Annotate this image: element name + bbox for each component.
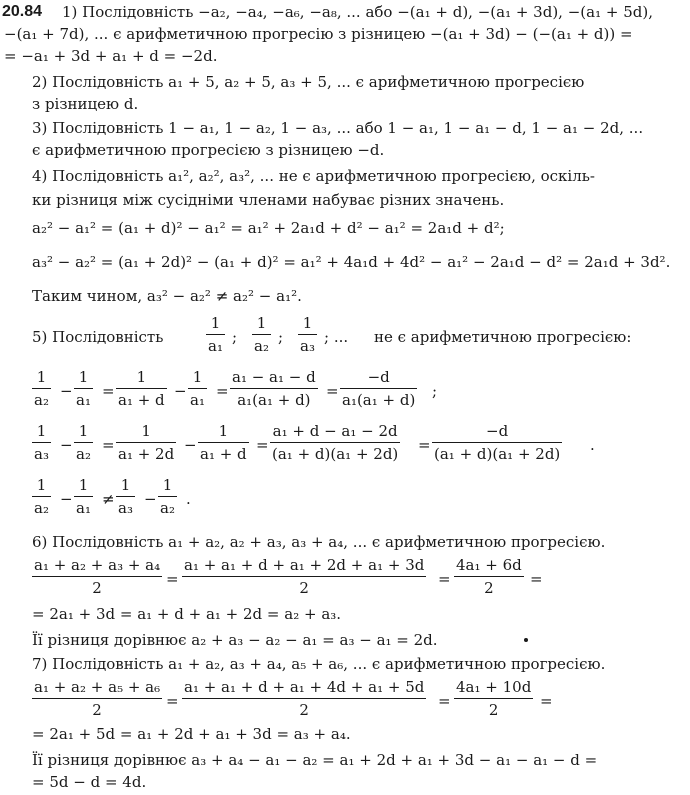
operator: = [438,692,451,710]
fraction: 1 a₁ + d [200,422,247,463]
operator: = [216,382,229,400]
operator: − [184,436,197,454]
equation-line: a₃² − a₂² = (a₁ + 2d)² − (a₁ + d)² = a₁² + 4a₁d + 4d² − a₁² − 2a₁d − d² = 2a₁d + 3d². [32,253,671,271]
text-line: = −a₁ + 3d + a₁ + d = −2d. [4,47,218,65]
fraction: −d (a₁ + d)(a₁ + 2d) [434,422,561,463]
operator: = [438,570,451,588]
fraction: 1 a₁ [190,368,205,409]
fraction: a₁ + a₁ + d + a₁ + 2d + a₁ + 3d 2 [184,556,425,597]
operator: ; [232,328,238,346]
fraction: 1 a₂ [34,368,49,409]
operator: ; [278,328,284,346]
text-line: 4) Послідовність a₁², a₂², a₃², ... не є арифметичною прогресією, оскіль- [32,167,595,185]
fraction: a₁ + a₁ + d + a₁ + 4d + a₁ + 5d 2 [184,678,425,719]
operator: ; ... [324,328,349,346]
operator: = [166,692,179,710]
fraction: 1 a₁ [76,368,91,409]
operator: = [102,382,115,400]
fraction: 4a₁ + 6d 2 [456,556,522,597]
fraction: a₁ − a₁ − d a₁(a₁ + d) [232,368,316,409]
fraction: 1 a₁ + d [118,368,165,409]
operator: = [418,436,431,454]
equation-line: = 2a₁ + 5d = a₁ + 2d + a₁ + 3d = a₃ + a₄. [32,725,351,743]
text-line: Таким чином, a₃² − a₂² ≠ a₂² − a₁². [32,287,302,305]
operator: − [60,436,73,454]
operator: − [60,382,73,400]
fraction: 1 a₂ [160,476,175,517]
fraction: a₁ + a₂ + a₅ + a₆ 2 [34,678,161,719]
fraction: 4a₁ + 10d 2 [456,678,532,719]
problem-number: 20.84 [2,3,43,20]
text-line: з різницею d. [32,95,139,113]
operator: = [102,436,115,454]
operator: − [60,490,73,508]
equation-line: = 5d − d = 4d. [32,773,147,791]
equation-line: = 2a₁ + 3d = a₁ + d + a₁ + 2d = a₂ + a₃. [32,605,342,623]
fraction: 1 a₁ + 2d [118,422,175,463]
ink-dot [524,638,528,642]
operator: . [186,490,191,508]
operator: . [590,436,595,454]
operator: = [540,692,553,710]
operator: = [166,570,179,588]
fraction: −d a₁(a₁ + d) [342,368,416,409]
text-line: не є арифметичною прогресією: [374,328,632,346]
fraction: 1 a₁ [76,476,91,517]
text-line: 1) Послідовність −a₂, −a₄, −a₆, −a₈, ... або −(a₁ + d), −(a₁ + 3d), −(a₁ + 5d), [62,3,653,21]
fraction: 1 a₂ [34,476,49,517]
operator: ; [432,382,438,400]
text-line: Її різниця дорівнює a₂ + a₃ − a₂ − a₁ = a₃ − a₁ = 2d. [32,631,438,649]
fraction: 1 a₃ [300,314,315,355]
fraction: 1 a₁ [208,314,223,355]
fraction: 1 a₂ [76,422,91,463]
equation-line: a₂² − a₁² = (a₁ + d)² − a₁² = a₁² + 2a₁d + d² − a₁² = 2a₁d + d²; [32,219,505,237]
text-line: 6) Послідовність a₁ + a₂, a₂ + a₃, a₃ + a₄, ... є арифметичною прогресією. [32,533,606,551]
operator: ≠ [102,490,115,508]
text-line: 3) Послідовність 1 − a₁, 1 − a₂, 1 − a₃, ... або 1 − a₁, 1 − a₁ − d, 1 − a₁ − 2d, ... [32,119,644,137]
text-line: 5) Послідовність [32,328,164,346]
operator: = [530,570,543,588]
text-line: Її різниця дорівнює a₃ + a₄ − a₁ − a₂ = a₁ + 2d + a₁ + 3d − a₁ − a₁ − d = [32,751,598,769]
operator: = [256,436,269,454]
fraction: 1 a₃ [34,422,49,463]
text-line: є арифметичною прогресією з різницею −d. [32,141,385,159]
text-line: ки різниця між сусідніми членами набуває різних значень. [32,191,505,209]
operator: = [326,382,339,400]
text-line: 7) Послідовність a₁ + a₂, a₃ + a₄, a₅ + a₆, ... є арифметичною прогресією. [32,655,606,673]
operator: − [174,382,187,400]
fraction: a₁ + a₂ + a₃ + a₄ 2 [34,556,161,597]
fraction: 1 a₂ [254,314,269,355]
operator: − [144,490,157,508]
fraction: a₁ + d − a₁ − 2d (a₁ + d)(a₁ + 2d) [272,422,399,463]
fraction: 1 a₃ [118,476,133,517]
text-line: −(a₁ + 7d), ... є арифметичною прогресію з різницею −(a₁ + 3d) − (−(a₁ + d)) = [4,25,633,43]
text-line: 2) Послідовність a₁ + 5, a₂ + 5, a₃ + 5, ... є арифметичною прогресією [32,73,585,91]
